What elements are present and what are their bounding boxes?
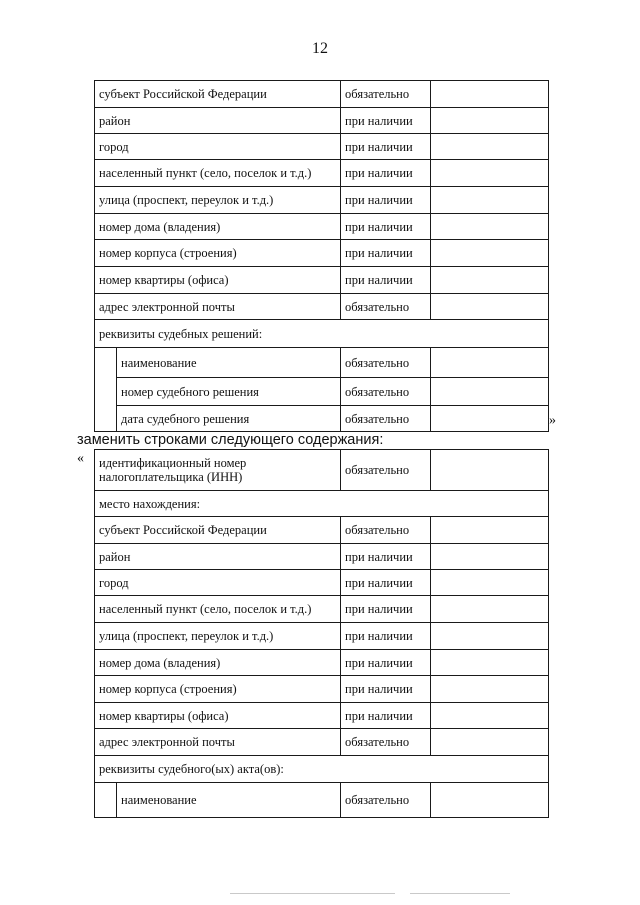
field-status: при наличии — [341, 703, 431, 729]
field-value-cell — [431, 406, 549, 432]
field-status: при наличии — [341, 570, 431, 596]
field-value-cell — [431, 378, 549, 406]
field-status: при наличии — [341, 267, 431, 294]
field-value-cell — [431, 214, 549, 240]
field-label: адрес электронной почты — [95, 294, 341, 320]
table-row — [95, 134, 549, 160]
field-status: при наличии — [341, 160, 431, 187]
section-header-row — [95, 320, 549, 348]
field-label: номер квартиры (офиса) — [95, 703, 341, 729]
field-value-cell — [431, 544, 549, 570]
field-value-cell — [431, 81, 549, 108]
field-value-cell — [431, 703, 549, 729]
table-row — [95, 676, 549, 703]
field-status: обязательно — [341, 294, 431, 320]
field-label: номер квартиры (офиса) — [95, 267, 341, 294]
field-value-cell — [431, 187, 549, 214]
old-requirements-table — [94, 80, 549, 432]
field-status: при наличии — [341, 623, 431, 650]
table-row — [95, 348, 549, 378]
table-row — [95, 544, 549, 570]
table-row — [95, 406, 549, 432]
table-row — [95, 378, 549, 406]
field-label: район — [95, 544, 341, 570]
field-status: при наличии — [341, 108, 431, 134]
field-status: обязательно — [341, 348, 431, 378]
table-row — [95, 783, 549, 818]
section-label: реквизиты судебного(ых) акта(ов): — [95, 756, 549, 783]
field-label: город — [95, 134, 341, 160]
field-label: улица (проспект, переулок и т.д.) — [95, 187, 341, 214]
field-status: обязательно — [341, 378, 431, 406]
table-row — [95, 187, 549, 214]
table-row — [95, 294, 549, 320]
field-label: субъект Российской Федерации — [95, 517, 341, 544]
field-label: номер судебного решения — [117, 378, 341, 406]
field-status: при наличии — [341, 240, 431, 267]
field-value-cell — [431, 517, 549, 544]
field-label: дата судебного решения — [117, 406, 341, 432]
field-label: наименование — [117, 348, 341, 378]
table-row — [95, 729, 549, 756]
field-label: район — [95, 108, 341, 134]
field-label: номер корпуса (строения) — [95, 240, 341, 267]
field-label: номер дома (владения) — [95, 214, 341, 240]
field-value-cell — [431, 729, 549, 756]
opening-quote: « — [77, 451, 84, 466]
field-status: обязательно — [341, 450, 431, 491]
field-label: адрес электронной почты — [95, 729, 341, 756]
field-value-cell — [431, 596, 549, 623]
table-row — [95, 108, 549, 134]
field-value-cell — [431, 348, 549, 378]
field-status: обязательно — [341, 729, 431, 756]
field-value-cell — [431, 570, 549, 596]
field-status: обязательно — [341, 406, 431, 432]
section-label: реквизиты судебных решений: — [95, 320, 549, 348]
table-row — [95, 160, 549, 187]
field-label: субъект Российской Федерации — [95, 81, 341, 108]
closing-quote: » — [549, 413, 556, 428]
footer-rule — [230, 893, 395, 894]
indent-gutter — [95, 348, 117, 432]
section-label: место нахождения: — [95, 491, 549, 517]
field-value-cell — [431, 160, 549, 187]
new-requirements-table — [94, 449, 549, 818]
field-status: обязательно — [341, 783, 431, 818]
field-status: при наличии — [341, 544, 431, 570]
table-row — [95, 623, 549, 650]
field-value-cell — [431, 108, 549, 134]
page-number: 12 — [312, 40, 328, 57]
field-value-cell — [431, 267, 549, 294]
field-value-cell — [431, 134, 549, 160]
field-label: номер дома (владения) — [95, 650, 341, 676]
table-row — [95, 517, 549, 544]
table-row — [95, 267, 549, 294]
field-label: номер корпуса (строения) — [95, 676, 341, 703]
field-status: при наличии — [341, 676, 431, 703]
field-label: населенный пункт (село, поселок и т.д.) — [95, 596, 341, 623]
field-value-cell — [431, 240, 549, 267]
table-row — [95, 214, 549, 240]
table-row — [95, 81, 549, 108]
table-row — [95, 450, 549, 491]
replacement-instruction: заменить строками следующего содержания: — [77, 432, 384, 448]
field-status: обязательно — [341, 81, 431, 108]
table-row — [95, 596, 549, 623]
field-status: при наличии — [341, 134, 431, 160]
section-header-row — [95, 756, 549, 783]
field-value-cell — [431, 450, 549, 491]
indent-gutter — [95, 783, 117, 818]
table-row — [95, 650, 549, 676]
field-status: при наличии — [341, 650, 431, 676]
field-label: населенный пункт (село, поселок и т.д.) — [95, 160, 341, 187]
field-value-cell — [431, 676, 549, 703]
field-value-cell — [431, 650, 549, 676]
footer-rule — [410, 893, 510, 894]
field-label: наименование — [117, 783, 341, 818]
table-row — [95, 703, 549, 729]
field-label: улица (проспект, переулок и т.д.) — [95, 623, 341, 650]
table-row — [95, 570, 549, 596]
field-status: при наличии — [341, 187, 431, 214]
field-label: город — [95, 570, 341, 596]
field-status: при наличии — [341, 596, 431, 623]
field-label: идентификационный номер налогоплательщика (ИНН) — [95, 450, 341, 491]
field-value-cell — [431, 623, 549, 650]
field-value-cell — [431, 294, 549, 320]
section-header-row — [95, 491, 549, 517]
table-row — [95, 240, 549, 267]
field-status: обязательно — [341, 517, 431, 544]
field-value-cell — [431, 783, 549, 818]
field-status: при наличии — [341, 214, 431, 240]
